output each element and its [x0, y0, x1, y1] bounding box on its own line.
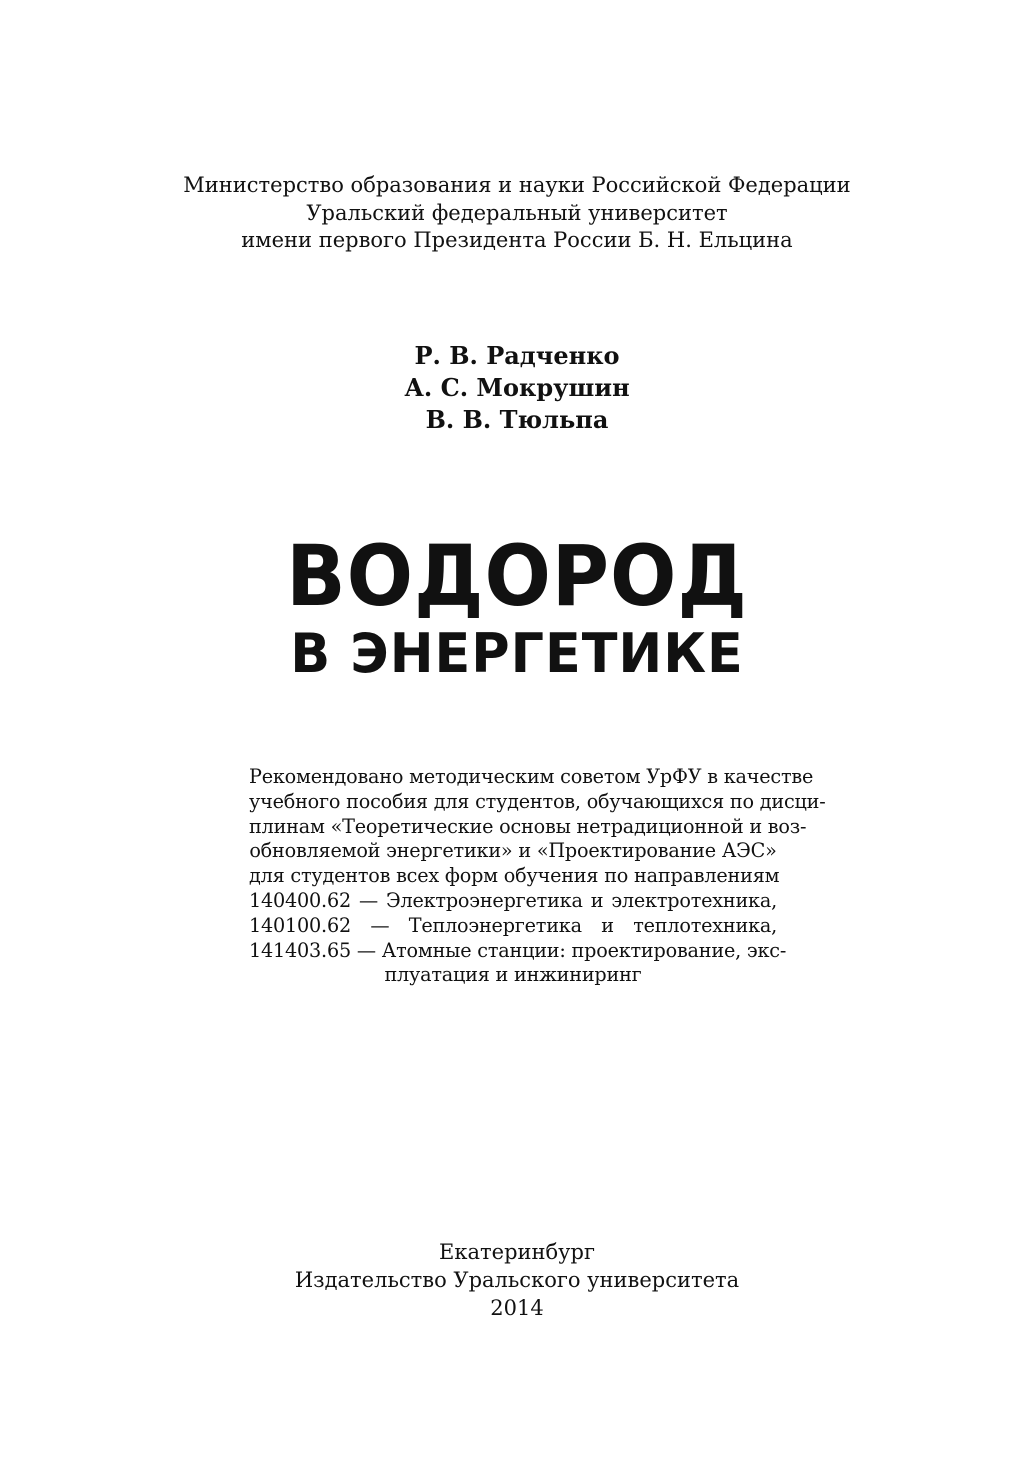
- imprint: [0, 1238, 1034, 1322]
- recommendation-line: 140100.62 — Теплоэнергетика и теплотехника,: [249, 913, 777, 937]
- recommendation-line: 140400.62 — Электроэнергетика и электротехника,: [249, 888, 777, 912]
- author-name: А. С. Мокрушин: [404, 373, 630, 402]
- institution-header: [0, 172, 1034, 255]
- recommendation-line: плинам «Теоретические основы нетрадиционной и воз-: [249, 814, 807, 838]
- imprint-city: Екатеринбург: [439, 1240, 595, 1264]
- university-line: Уральский федеральный университет: [306, 200, 728, 225]
- imprint-year: 2014: [490, 1296, 544, 1320]
- university-name-line: имени первого Президента России Б. Н. Ельцина: [241, 228, 793, 252]
- recommendation-notice: [249, 765, 826, 988]
- recommendation-line: для студентов всех форм обучения по направлениям: [249, 864, 780, 888]
- imprint-publisher: Издательство Уральского университета: [294, 1268, 740, 1292]
- book-title-main: ВОДОРОД: [286, 527, 748, 625]
- recommendation-line: обновляемой энергетики» и «Проектирование АЭС»: [249, 839, 777, 863]
- authors-list: [0, 340, 1034, 436]
- recommendation-line: плуатация и инжиниринг: [384, 963, 642, 987]
- book-title: [0, 527, 1034, 685]
- recommendation-line: учебного пособия для студентов, обучающихся по дисци-: [249, 789, 826, 813]
- author-name: В. В. Тюльпа: [425, 405, 609, 434]
- recommendation-line: Рекомендовано методическим советом УрФУ в качестве: [249, 765, 814, 788]
- book-title-subtitle: В ЭНЕРГЕТИКЕ: [290, 622, 744, 685]
- recommendation-line: 141403.65 — Атомные станции: проектирование, экс-: [249, 938, 787, 962]
- author-name: Р. В. Радченко: [414, 341, 620, 370]
- ministry-line: Министерство образования и науки Российской Федерации: [183, 173, 851, 197]
